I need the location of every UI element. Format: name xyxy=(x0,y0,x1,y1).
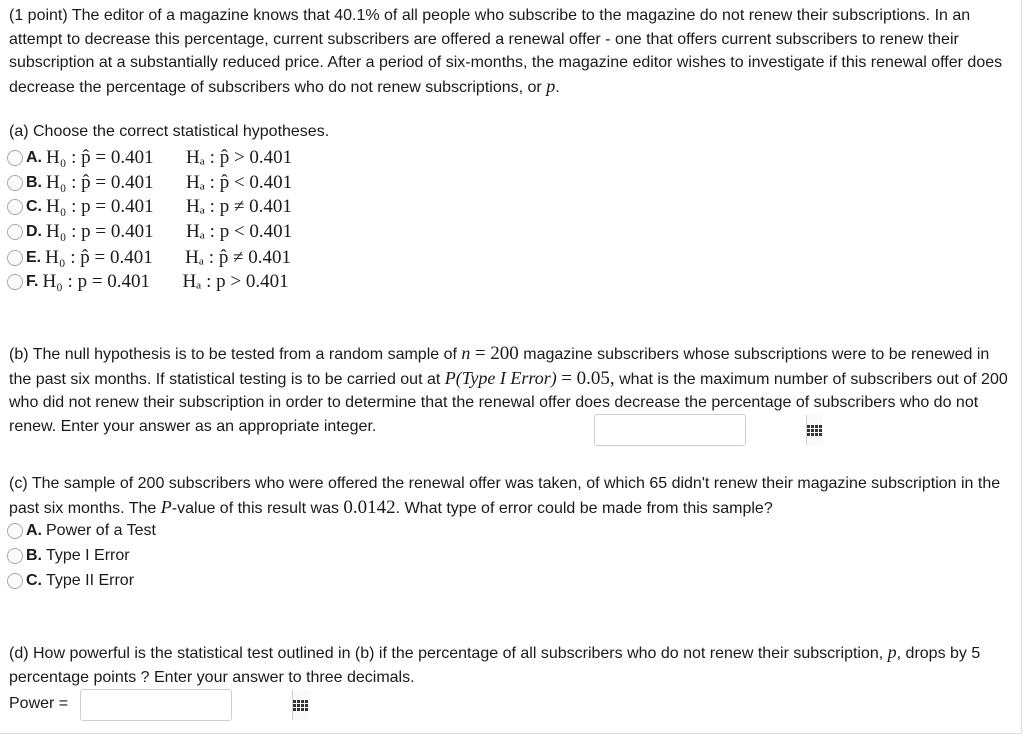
alternative-hypothesis: Hₐ : p̂ > 0.401 xyxy=(186,147,293,168)
problem-intro: (1 point) The editor of a magazine knows that 40.1% of all people who subscribe to the magazine do not renew their subscriptions. In an attempt to decrease this percentage, current subscribers are offered a renewal offer - one that offers current subscribers to renew their subscription at a substantially reduced price. After a period of six-months, the magazine editor wishes to investigate if this renewal offer does decrease the percentage of subscribers who do not renew subscriptions, or p. xyxy=(9,7,1003,96)
null-hypothesis: H₀ : p̂ = 0.401 xyxy=(46,147,154,168)
null-hypothesis: H₀ : p̂ = 0.401 xyxy=(45,247,153,268)
null-hypothesis: H₀ : p̂ = 0.401 xyxy=(46,172,154,193)
alternative-hypothesis: Hₐ : p < 0.401 xyxy=(186,221,293,242)
part-a-prompt: (a) Choose the correct statistical hypotheses. xyxy=(9,123,330,140)
radio-button[interactable] xyxy=(7,274,23,290)
part-a-option-a[interactable]: A. H₀ : p̂ = 0.401 Hₐ : p̂ > 0.401 xyxy=(7,146,292,170)
keypad-button[interactable] xyxy=(806,415,823,445)
radio-button[interactable] xyxy=(7,573,23,589)
part-a-option-b[interactable]: B. H₀ : p̂ = 0.401 Hₐ : p̂ < 0.401 xyxy=(7,171,292,195)
part-d-answer-box xyxy=(80,689,232,721)
part-b-question: (b) The null hypothesis is to be tested from a random sample of n = 200 magazine subscribers whose subscriptions were to be renewed in the past six months. If statistical testing is to be carried out at P(Type I Error) = 0.05, what is the maximum number of subscribers out of 200 who did not renew their subscription in order to determine that the renewal offer does decrease the percentage of subscribers who do not renew. Enter your answer as an appropriate integer. xyxy=(9,343,1008,435)
radio-button[interactable] xyxy=(7,199,23,215)
alternative-hypothesis: Hₐ : p ≠ 0.401 xyxy=(186,196,292,217)
keypad-grid-icon xyxy=(807,425,823,436)
part-c-option-c[interactable]: C. Type II Error xyxy=(7,569,134,593)
radio-button[interactable] xyxy=(7,523,23,539)
alternative-hypothesis: Hₐ : p > 0.401 xyxy=(182,271,289,292)
radio-button[interactable] xyxy=(7,150,23,166)
power-answer-input[interactable] xyxy=(81,690,292,720)
radio-button[interactable] xyxy=(7,224,23,240)
part-b-answer-input[interactable] xyxy=(595,415,806,445)
power-label: Power = xyxy=(9,695,69,712)
radio-button[interactable] xyxy=(7,175,23,191)
null-hypothesis: H₀ : p = 0.401 xyxy=(42,271,151,292)
part-c-option-a[interactable]: A. Power of a Test xyxy=(7,519,156,543)
radio-button[interactable] xyxy=(7,548,23,564)
alternative-hypothesis: Hₐ : p̂ ≠ 0.401 xyxy=(185,247,291,268)
part-b-answer-box xyxy=(594,414,746,446)
part-c-question: (c) The sample of 200 subscribers who were offered the renewal offer was taken, of which 65 didn't renew their magazine subscription in the past six months. The P-value of this result was 0.0142. What type of error could be made from this sample? xyxy=(9,475,1001,518)
part-a-option-d[interactable]: D. H₀ : p = 0.401 Hₐ : p < 0.401 xyxy=(7,220,292,244)
null-hypothesis: H₀ : p = 0.401 xyxy=(46,196,154,217)
radio-button[interactable] xyxy=(7,250,23,266)
keypad-grid-icon xyxy=(293,700,309,711)
part-a-option-f[interactable]: F. H₀ : p = 0.401 Hₐ : p > 0.401 xyxy=(7,270,289,294)
part-a-option-e[interactable]: E. H₀ : p̂ = 0.401 Hₐ : p̂ ≠ 0.401 xyxy=(7,246,291,270)
part-a-option-c[interactable]: C. H₀ : p = 0.401 Hₐ : p ≠ 0.401 xyxy=(7,195,292,219)
part-c-option-b[interactable]: B. Type I Error xyxy=(7,544,130,568)
alternative-hypothesis: Hₐ : p̂ < 0.401 xyxy=(186,172,293,193)
part-d-question: (d) How powerful is the statistical test outlined in (b) if the percentage of all subscribers who do not renew their subscription, p, drops by 5 percentage points ? Enter your answer to three decimals. xyxy=(9,642,981,686)
null-hypothesis: H₀ : p = 0.401 xyxy=(46,221,154,242)
keypad-button[interactable] xyxy=(292,690,309,720)
